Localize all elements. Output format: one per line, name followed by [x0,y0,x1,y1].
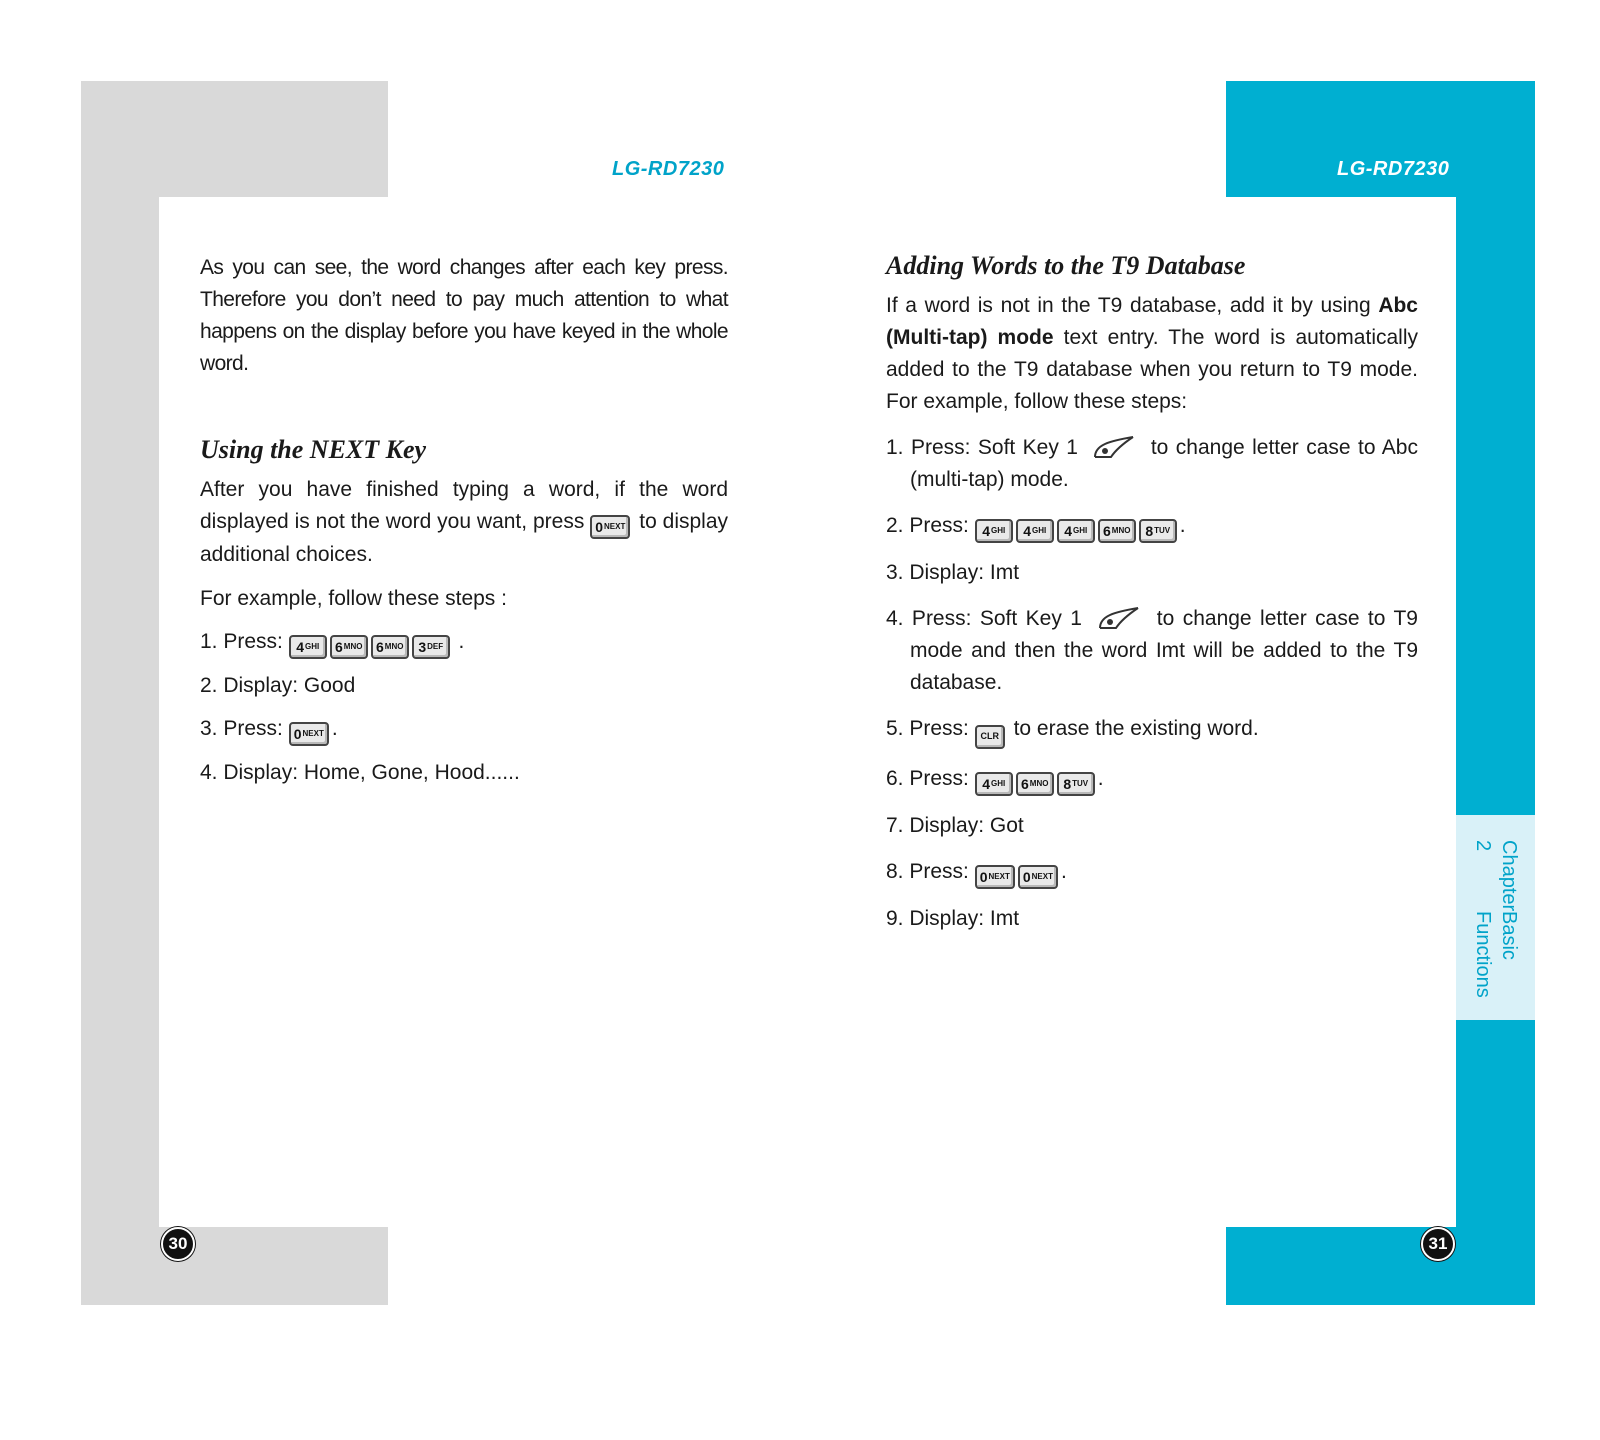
t9-database-paragraph: If a word is not in the T9 database, add it by using Abc (Multi-tap) mode text entry. The word is automatically added to the T9 database when you return to T9 mode. For example, follow these steps: [886,294,1418,413]
list-item: 4. Press: Soft Key 1 to change letter case to T9 mode and then the word Imt will be added to the T9 database. [886,603,1418,699]
left-page-header-band [81,81,388,197]
model-name-right: LG-RD7230 [1337,158,1450,180]
key-8-tuv: 8 TUV [1057,772,1095,796]
key-6-mno: 6 MNO [1098,519,1136,543]
page-number-left: 30 [161,1227,195,1261]
list-item: 4. Display: Home, Gone, Hood...... [200,761,520,784]
list-item: 6. Press: 4 GHI 6 MNO 8 TUV . [886,763,1418,796]
chapter-title: Basic Functions [1472,911,1520,998]
key-6-mno: 6 MNO [371,635,409,659]
key-4-ghi: 4 GHI [289,635,327,659]
page-number-right: 31 [1421,1227,1455,1261]
left-page-footer-band [81,1227,388,1305]
right-page-margin-band [1456,197,1535,1227]
section-title-next-key: Using the NEXT Key [200,435,427,464]
key-4-ghi: 4 GHI [1057,519,1095,543]
model-name-left: LG-RD7230 [612,158,725,180]
list-item: 2. Press: 4 GHI 4 GHI 4 GHI 6 MNO 8 TUV . [886,510,1418,543]
key-0-next: 0 NEXT [590,515,630,539]
chapter-number: Chapter 2 [1472,840,1520,912]
next-key-paragraph: After you have finished typing a word, if the word displayed is not the word you want, press 0 NEXT to display additional choices. [200,478,729,566]
list-item: 7. Display: Got [886,813,1024,837]
list-item: 3. Press: 0 NEXT . [200,713,728,746]
key-0-next: 0 NEXT [1018,865,1058,889]
list-item: 5. Press: CLR to erase the existing word. [886,713,1418,749]
soft-key-1-icon [1091,433,1137,461]
soft-key-1-icon [1096,604,1142,632]
key-4-ghi: 4 GHI [975,519,1013,543]
key-6-mno: 6 MNO [330,635,368,659]
intro-paragraph: As you can see, the word changes after each key press. Therefore you don’t need to pay much attention to what happens on the display before you have keyed in the whole word. [200,256,728,375]
key-8-tuv: 8 TUV [1139,519,1177,543]
section-title-t9-database: Adding Words to the T9 Database [886,251,1246,280]
key-3-def: 3 DEF [412,635,450,659]
key-4-ghi: 4 GHI [975,772,1013,796]
list-item: 1. Press: Soft Key 1 to change letter case to Abc (multi-tap) mode. [886,432,1418,496]
example-paragraph: For example, follow these steps : [200,587,507,610]
list-item: 9. Display: Imt [886,906,1020,930]
list-item: 3. Display: Imt [886,561,1020,584]
right-page-footer-band [1226,1227,1535,1305]
list-item: 1. Press: 4 GHI 6 MNO 6 MNO 3 DEF . [200,626,728,659]
left-page-margin-band [81,197,159,1227]
key-6-mno: 6 MNO [1016,772,1054,796]
key-0-next: 0 NEXT [289,722,329,746]
key-clr: CLR [975,725,1005,749]
left-page-content [200,252,728,789]
key-0-next: 0 NEXT [975,865,1015,889]
right-steps-list [886,432,1418,935]
list-item: 8. Press: 0 NEXT 0 NEXT . [886,856,1418,889]
chapter-tab-label [1458,840,1534,1000]
left-steps-list [200,626,728,789]
list-item: 2. Display: Good [200,674,356,697]
key-4-ghi: 4 GHI [1016,519,1054,543]
right-page-content [886,250,1418,935]
